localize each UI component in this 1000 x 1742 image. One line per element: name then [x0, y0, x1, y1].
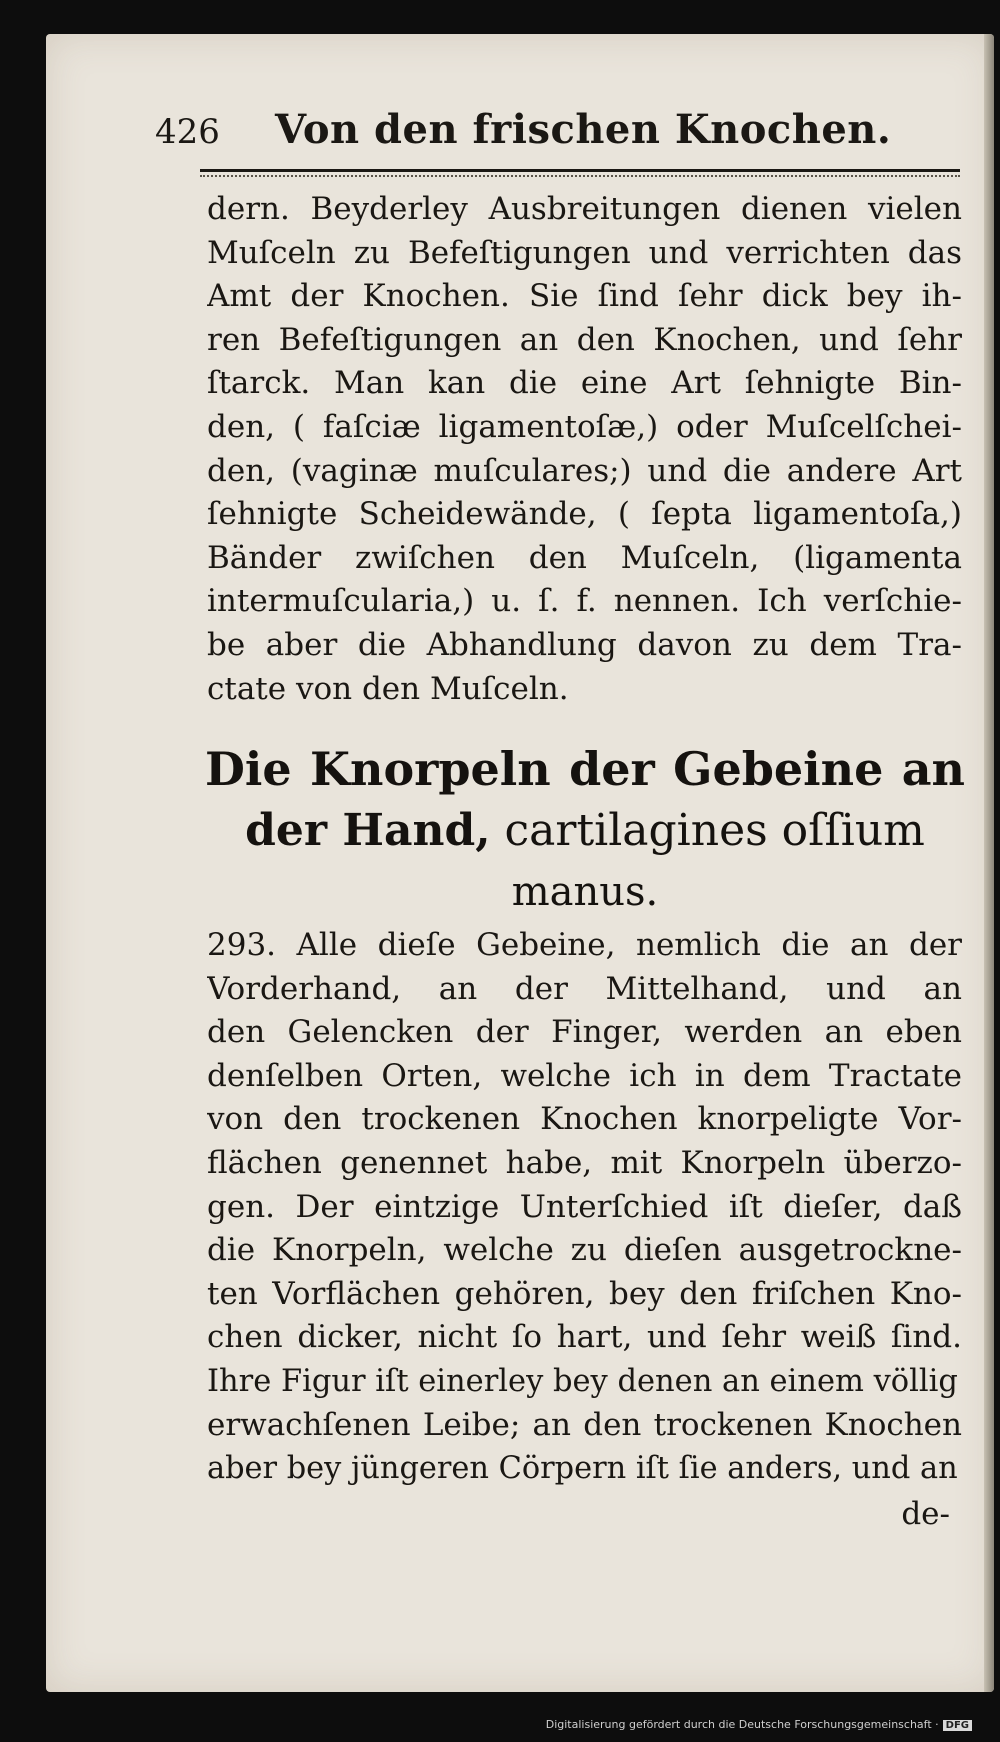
text-line: Vorderhand, an der Mittelhand, und an — [207, 970, 962, 1007]
page-header — [155, 104, 960, 164]
section-heading — [205, 738, 965, 922]
heading-line-3: manus. — [511, 869, 659, 915]
text-line: ctate von den Muſceln. — [207, 670, 569, 707]
paragraph-1 — [207, 188, 962, 711]
header-rule-ornament — [200, 175, 960, 177]
text-line: den, ( faſciæ ligamentoſæ,) oder Muſcelſchei- — [207, 408, 962, 445]
heading-line-1: Die Knorpeln der Gebeine an — [205, 742, 965, 796]
dfg-logo: DFG — [943, 1720, 972, 1731]
text-line: ſehnigte Scheidewände, ( ſepta ligamentoſa,) — [207, 496, 962, 533]
heading-german-part: der Hand, — [245, 805, 491, 856]
header-rule — [200, 169, 960, 172]
text-line: die Knorpeln, welche zu dieſen ausgetrockne- — [207, 1232, 962, 1269]
page-number: 426 — [155, 112, 220, 152]
digitization-credit — [546, 1718, 972, 1731]
text-line: ſtarck. Man kan die eine Art ſehnigte Bin- — [207, 365, 962, 402]
catchword: de- — [901, 1496, 950, 1532]
text-line: gen. Der eintzige Unterſchied iſt dieſer, daß — [207, 1188, 962, 1225]
text-line: be aber die Abhandlung davon zu dem Tra- — [207, 626, 962, 663]
heading-line-2 — [205, 800, 965, 862]
credit-text: Digitalisierung gefördert durch die Deutsche Forschungsgemeinschaft · — [545, 1718, 939, 1731]
text-line: aber bey jüngeren Cörpern iſt ſie anders, und an — [207, 1451, 958, 1487]
text-line: chen dicker, nicht ſo hart, und ſehr weiß ſind. — [207, 1319, 962, 1356]
text-line: ten Vorflächen gehören, bey den friſchen Kno- — [207, 1275, 962, 1312]
text-line: Amt der Knochen. Sie ſind ſehr dick bey ih- — [207, 278, 962, 315]
heading-latin-part: cartilagines oſſium — [504, 805, 925, 856]
text-line: von den trockenen Knochen knorpeligte Vor- — [207, 1101, 962, 1138]
text-line: flächen genennet habe, mit Knorpeln überzo- — [207, 1144, 962, 1181]
text-line: Bänder zwiſchen den Muſceln, (ligamenta — [207, 539, 962, 576]
text-line: 293. Alle dieſe Gebeine, nemlich die an der — [207, 927, 962, 963]
running-head: Von den frischen Knochen. — [275, 106, 892, 153]
text-line: Muſceln zu Befeſtigungen und verrichten das — [207, 234, 962, 271]
paragraph-2 — [207, 924, 962, 1491]
text-line: intermuſcularia,) u. ſ. f. nennen. Ich verſchie- — [207, 583, 962, 620]
text-line: dern. Beyderley Ausbreitungen dienen vielen — [207, 191, 962, 227]
page-edge — [984, 34, 994, 1692]
text-line: Ihre Figur iſt einerley bey denen an einem völlig — [207, 1363, 958, 1399]
text-line: den Gelencken der Finger, werden an eben — [207, 1014, 962, 1051]
text-line: den, (vaginæ muſculares;) und die andere Art — [207, 452, 962, 489]
text-line: ren Befeſtigungen an den Knochen, und ſehr — [207, 321, 962, 358]
text-line: erwachſenen Leibe; an den trockenen Knochen — [207, 1406, 962, 1443]
text-line: denſelben Orten, welche ich in dem Tractate — [207, 1057, 962, 1094]
